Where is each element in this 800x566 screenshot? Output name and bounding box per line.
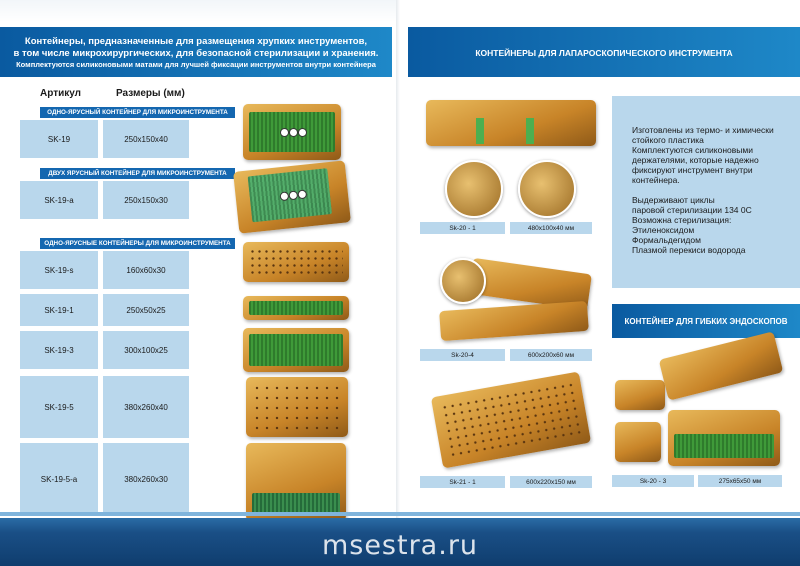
watermark-text: msestra.ru [321, 530, 479, 561]
info-line: стойкого пластика [632, 135, 704, 145]
info-line: Комплектуются силиконовыми [632, 145, 753, 155]
endoscope-container-photo [668, 410, 780, 466]
product-size-label: 600x220x150 мм [510, 476, 592, 488]
info-line: Возможна стерилизация: [632, 215, 732, 225]
article-cell: SK-19-5 [20, 376, 98, 438]
container-photo-sk193 [243, 328, 349, 372]
size-cell: 160x60x30 [103, 251, 189, 289]
container-photo-sk19s [243, 242, 349, 282]
article-cell: SK-19-a [20, 181, 98, 219]
info-line: контейнера. [632, 175, 680, 185]
info-line: паровой стерилизации 134 0С [632, 205, 752, 215]
endoscope-section-title: КОНТЕЙНЕР ДЛЯ ГИБКИХ ЭНДОСКОПОВ [612, 304, 800, 338]
product-article-label: Sk-21 - 1 [420, 476, 505, 488]
info-line: фиксируют инструмент внутри [632, 165, 753, 175]
info-box [612, 96, 800, 288]
right-header-title: КОНТЕЙНЕРЫ ДЛЯ ЛАПАРОСКОПИЧЕСКОГО ИНСТРУМЕНТА [475, 48, 733, 58]
info-line: Формальдегидом [632, 235, 701, 245]
container-photo-sk211 [431, 372, 591, 469]
container-photo-sk19a [233, 160, 351, 233]
info-line: Этиленоксидом [632, 225, 695, 235]
top-band [0, 0, 400, 22]
container-photo-sk19 [243, 104, 341, 160]
size-cell: 300x100x25 [103, 331, 189, 369]
article-cell: SK-19-s [20, 251, 98, 289]
size-cell: 380x260x40 [103, 376, 189, 438]
size-cell: 250x150x40 [103, 120, 189, 158]
info-line [632, 185, 797, 195]
sizes-column-header: Размеры (мм) [116, 88, 185, 99]
endoscope-container-lid [659, 331, 784, 400]
right-page [400, 0, 800, 566]
left-header-bar [0, 27, 392, 77]
product-article-label: Sk-20-4 [420, 349, 505, 361]
left-header-line2: в том числе микрохирургических, для безопасной стерилизации и хранения. [13, 48, 379, 59]
left-header-line1: Контейнеры, предназначенные для размещения хрупких инструментов, [24, 36, 368, 47]
endoscope-article-label: Sk-20 - 3 [612, 475, 694, 487]
right-header-bar [408, 27, 800, 77]
detail-photo-2 [518, 160, 576, 218]
container-photo-sk195 [246, 377, 348, 437]
article-column-header: Артикул [40, 88, 82, 99]
info-line: Выдерживают циклы [632, 195, 715, 205]
product-article-label: Sk-20 - 1 [420, 222, 505, 234]
endoscope-detail-photo-1 [615, 380, 665, 410]
section-bar-3: ОДНО-ЯРУСНЫЕ КОНТЕЙНЕРЫ ДЛЯ МИКРОИНСТРУМЕНТА [40, 238, 235, 249]
endoscope-detail-photo-2 [615, 422, 661, 462]
article-cell: SK-19-5-a [20, 443, 98, 515]
container-photo-sk191 [243, 296, 349, 320]
size-cell: 250x50x25 [103, 294, 189, 326]
section-bar-2: ДВУХ ЯРУСНЫЙ КОНТЕЙНЕР ДЛЯ МИКРОИНСТРУМЕНТА [40, 168, 235, 179]
container-photo-sk204-open [439, 301, 589, 341]
endoscope-size-label: 275x65x50 мм [698, 475, 782, 487]
product-size-label: 600x200x60 мм [510, 349, 592, 361]
size-cell: 250x150x30 [103, 181, 189, 219]
article-cell: SK-19-3 [20, 331, 98, 369]
info-line: держателями, которые надежно [632, 155, 759, 165]
left-header-line3: Комплектуются силиконовыми матами для лучшей фиксации инструментов внутри контейнера [16, 60, 376, 69]
size-cell: 380x260x30 [103, 443, 189, 515]
article-cell: SK-19 [20, 120, 98, 158]
bottom-accent-line [0, 512, 800, 516]
section-bar-1: ОДНО-ЯРУСНЫЙ КОНТЕЙНЕР ДЛЯ МИКРОИНСТРУМЕНТА [40, 107, 235, 118]
info-text [632, 125, 797, 255]
detail-photo-1 [445, 160, 503, 218]
article-cell: SK-19-1 [20, 294, 98, 326]
detail-photo-3 [440, 258, 486, 304]
container-photo-sk195a [246, 443, 346, 521]
product-size-label: 480x100x40 мм [510, 222, 592, 234]
info-line: Изготовлены из термо- и химически [632, 125, 774, 135]
container-photo-sk201 [426, 100, 596, 146]
info-line: Плазмой перекиси водорода [632, 245, 746, 255]
